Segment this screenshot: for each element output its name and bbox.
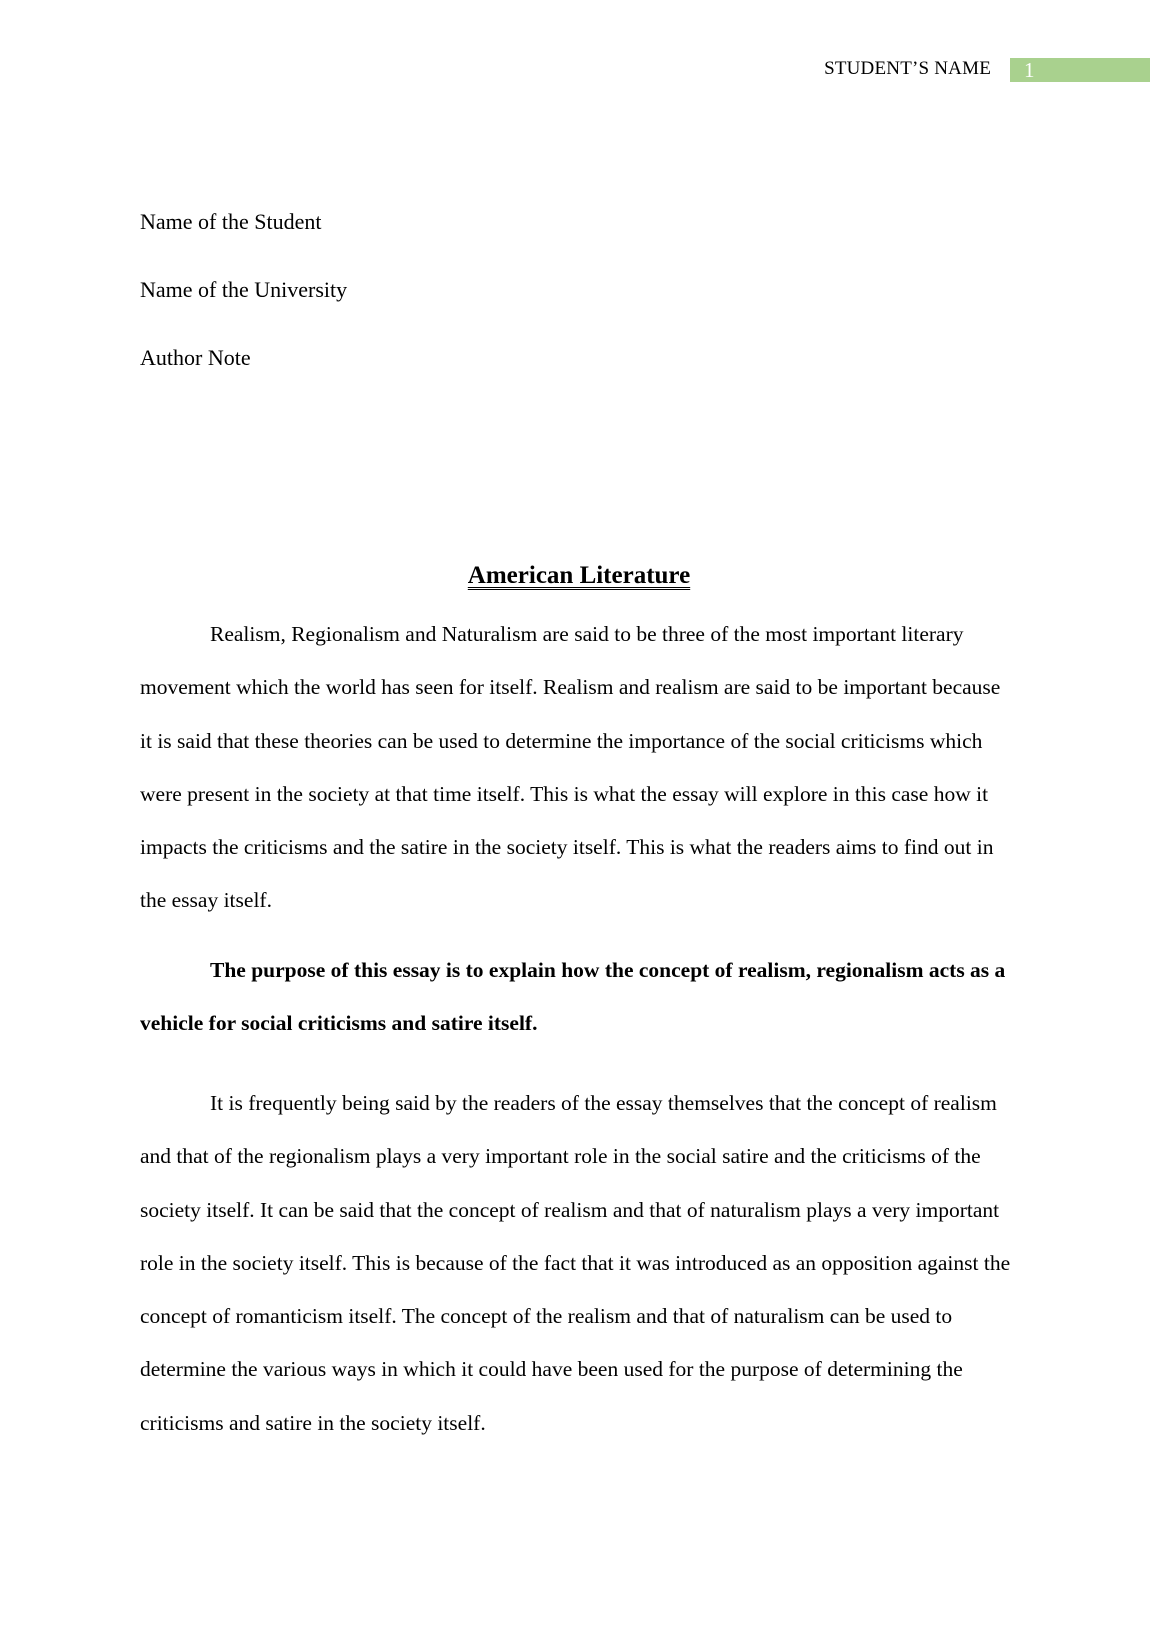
title-page-block: [140, 208, 347, 412]
paragraph-thesis: The purpose of this essay is to explain how the concept of realism, regionalism acts as a vehicle for social criticisms and satire itself.: [140, 958, 1006, 1035]
essay-title: [0, 560, 1158, 592]
paragraph-introduction: Realism, Regionalism and Naturalism are said to be three of the most important literary movement which the world has seen for itself. Realism and realism are said to be important because it is said that these theories can be used to determine the importance of the social criticisms which were present in the society at that time itself. This is what the essay will explore in this case how it impacts the criticisms and the satire in the society itself. This is what the readers aims to find out in the essay itself.: [140, 622, 1001, 913]
student-name: Name of the Student: [140, 209, 322, 234]
author-note: Author Note: [140, 345, 251, 370]
running-head: STUDENT’S NAME: [824, 58, 991, 79]
paragraph-body: It is frequently being said by the readers of the essay themselves that the concept of realism and that of the regionalism plays a very important role in the social satire and the criticisms of the society itself. It can be said that the concept of realism and that of naturalism plays a very important role in the society itself. This is because of the fact that it was introduced as an opposition against the concept of romanticism itself. The concept of the realism and that of naturalism can be used to determine the various ways in which it could have been used for the purpose of determining the criticisms and satire in the society itself.: [140, 1091, 1011, 1435]
essay-title-text: American Literature: [467, 562, 691, 589]
university-name: Name of the University: [140, 277, 348, 302]
page-number: 1: [1010, 58, 1150, 82]
